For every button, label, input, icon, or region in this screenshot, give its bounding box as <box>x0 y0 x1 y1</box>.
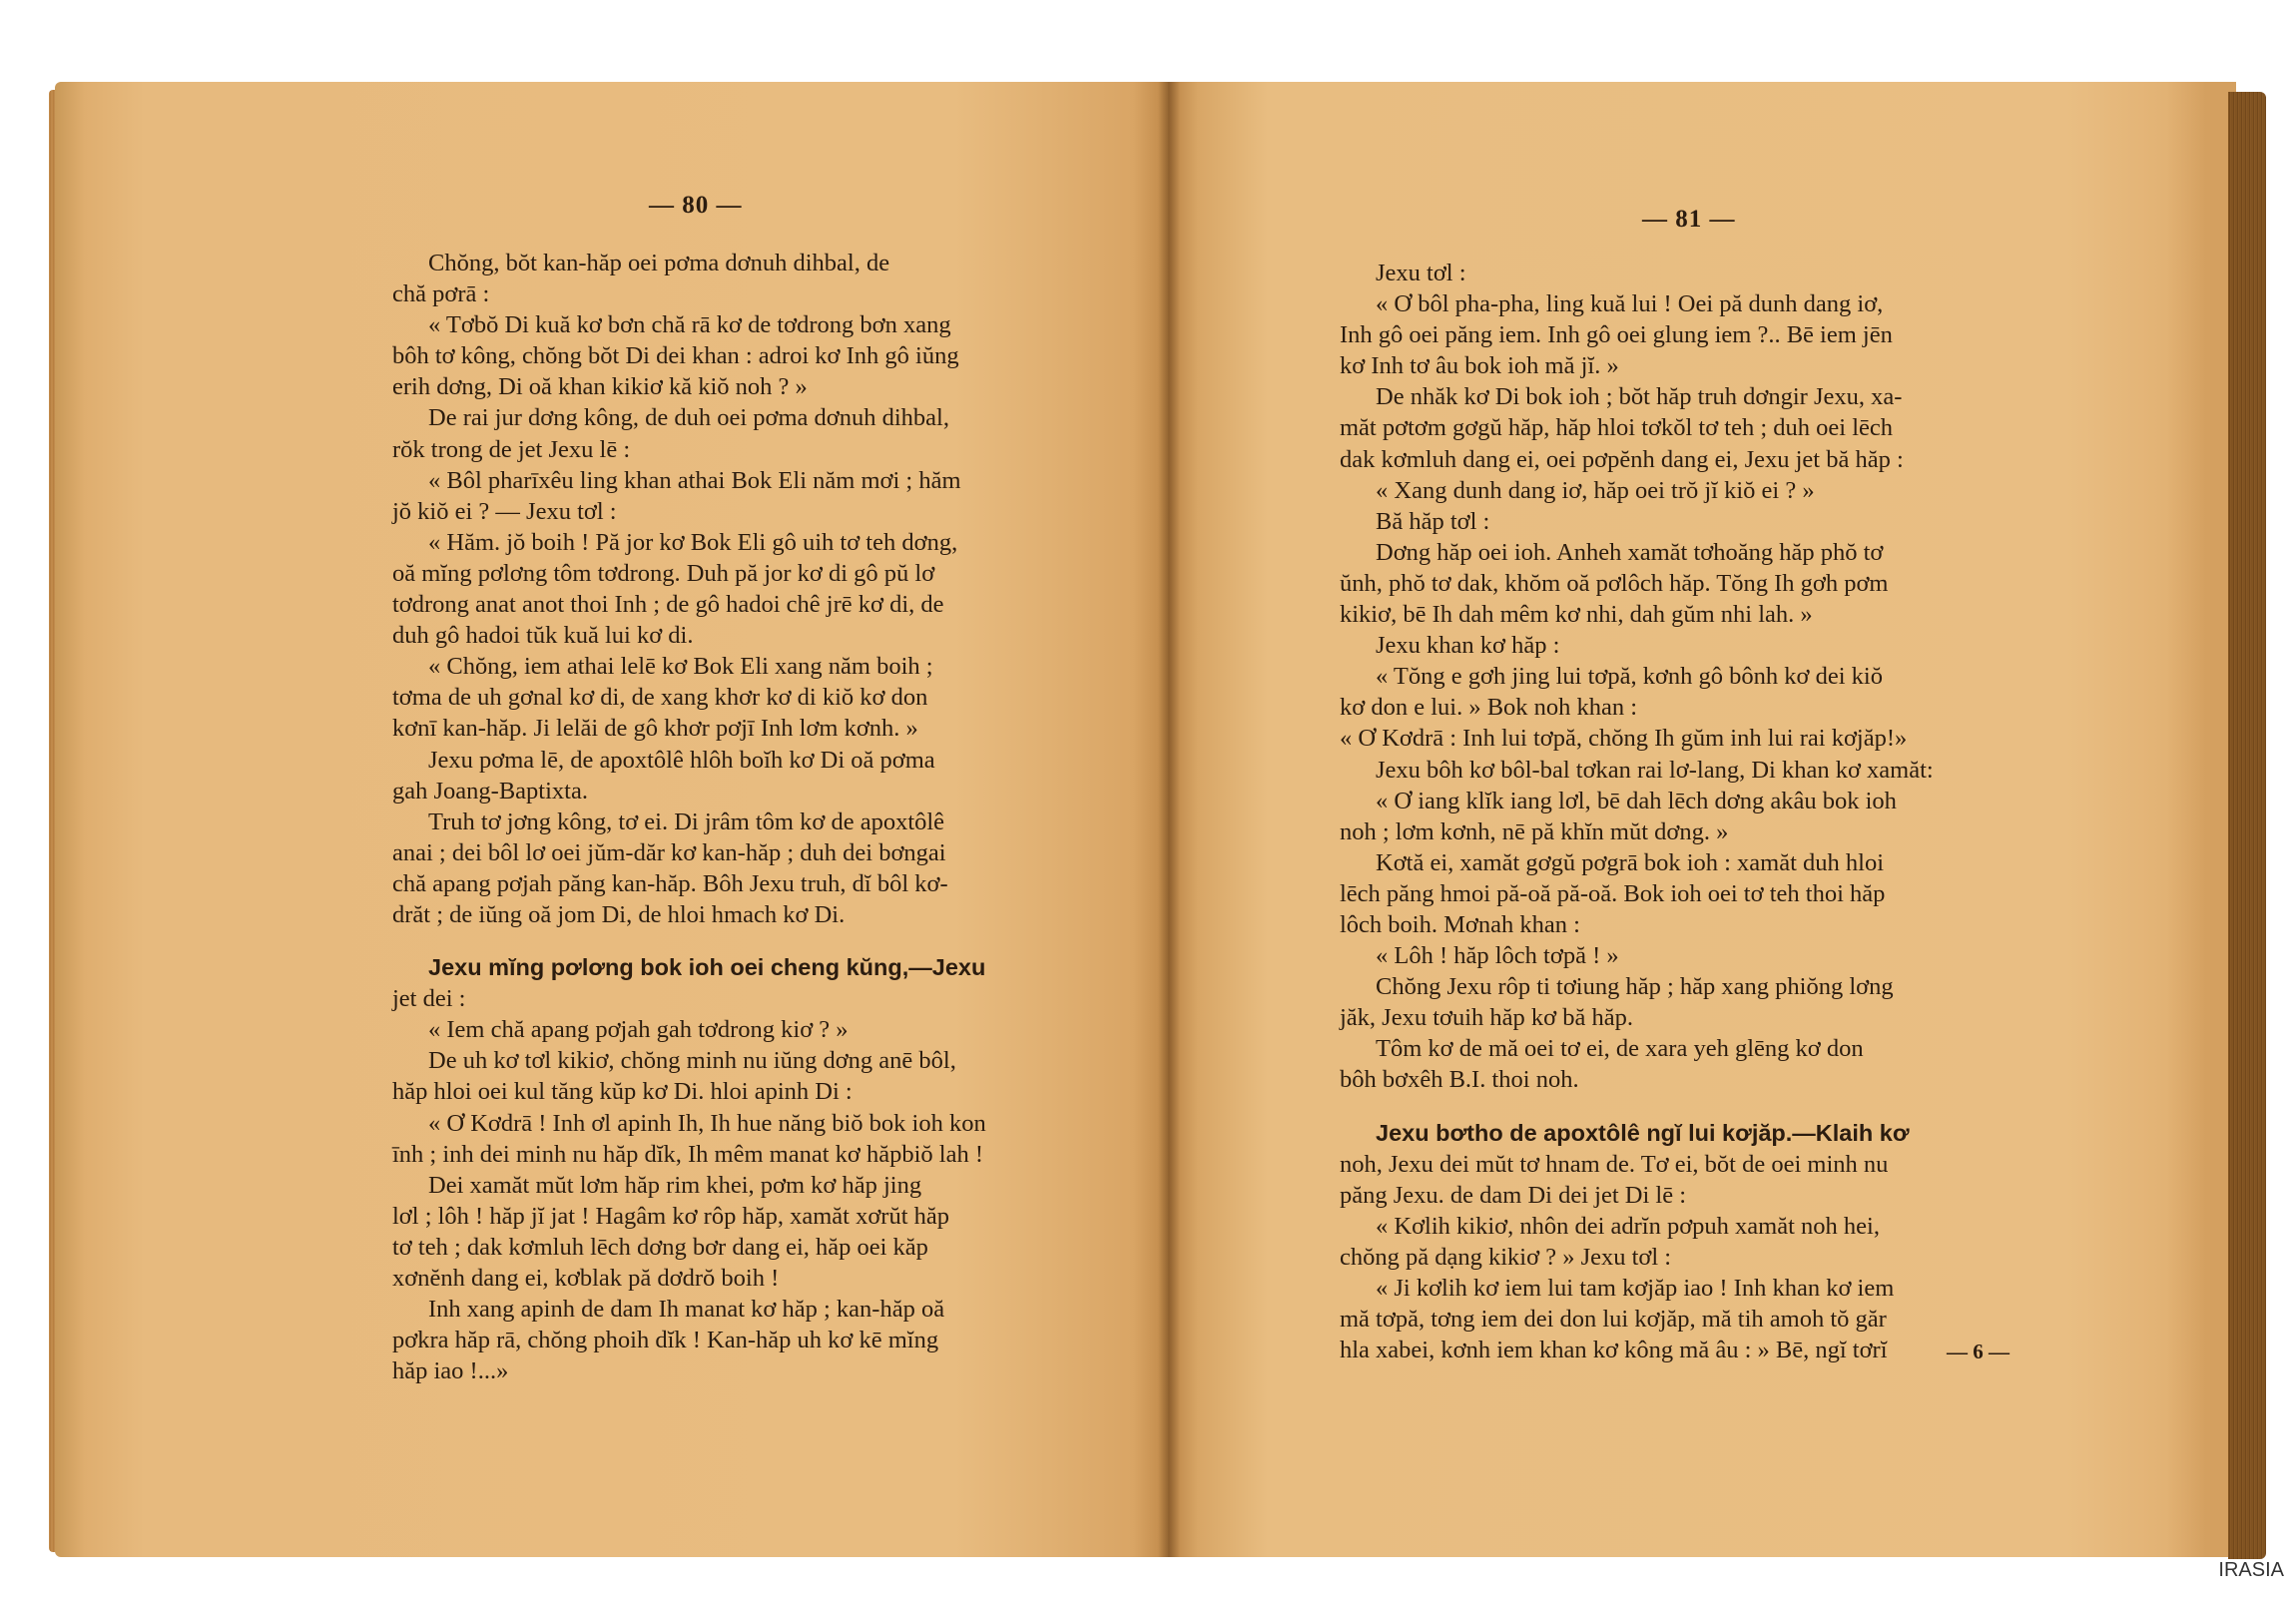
text-line: chă apang pơjah păng kan-hăp. Bôh Jexu truh, dĭ bôl kơ- <box>392 869 948 897</box>
text-line: dak kơmluh dang ei, oei pơpĕnh dang ei, Jexu jet bă hăp : <box>1340 445 1904 473</box>
text-line: « Tŏng e gơh jing lui tơpă, kơnh gô bônh kơ dei kiŏ <box>1376 663 1883 691</box>
text-line: hăp iao !...» <box>392 1357 509 1385</box>
text-line: « Hăm. jŏ boih ! Pă jor kơ Bok Eli gô uih tơ teh dơng, <box>428 528 958 556</box>
text-line: « Iem chă apang pơjah gah tơdrong kiơ ? » <box>428 1016 849 1044</box>
text-line: « Lôh ! hăp lôch tơpă ! » <box>1376 942 1619 970</box>
text-line: « Ơ Kơdrā ! Inh ơl apinh Ih, Ih hue năng biŏ bok ioh kon <box>428 1109 986 1137</box>
text-line: Tôm kơ de mă oei tơ ei, de xara yeh glēng kơ don <box>1376 1035 1864 1063</box>
text-line: kơ Inh tơ âu bok ioh mă jĭ. » <box>1340 352 1619 380</box>
text-line: « Ơ iang klĭk iang lơl, bē dah lēch dơng akâu bok ioh <box>1376 787 1897 814</box>
book-gutter <box>1158 82 1180 1557</box>
text-line: lơl ; lôh ! hăp jĭ jat ! Hagâm kơ rôp hăp, xamăt xơrŭt hăp <box>392 1202 949 1230</box>
text-line: măt pơtơm gơgŭ hăp, hăp hloi tơkŏl tơ teh ; duh oei lēch <box>1340 414 1894 442</box>
right-page <box>1168 82 2236 1557</box>
open-book <box>55 82 2236 1557</box>
text-line: De rai jur dơng kông, de duh oei pơma dơnuh dihbal, <box>428 404 949 432</box>
text-line: Inh gô oei păng iem. Inh gô oei glung iem ?.. Bē iem jēn <box>1340 321 1893 349</box>
page-number-81: — 81 — <box>1642 206 1736 233</box>
left-page <box>55 82 1168 1557</box>
text-line: jet dei : <box>392 985 466 1013</box>
watermark: IRASIA <box>2218 1559 2284 1581</box>
text-line: chă pơrā : <box>392 280 490 308</box>
text-line: xơnĕnh dang ei, kơblak pă dơdrŏ boih ! <box>392 1265 780 1292</box>
text-line: pơkra hăp rā, chŏng phoih dĭk ! Kan-hăp uh kơ kē mĭng <box>392 1327 939 1354</box>
text-line: duh gô hadoi tŭk kuă lui kơ di. <box>392 622 694 650</box>
text-line: noh, Jexu dei mŭt tơ hnam de. Tơ ei, bŏt de oei minh nu <box>1340 1150 1889 1178</box>
text-line: kơnī kan-hăp. Ji lelăi de gô khơr pơjī Inh lơm kơnh. » <box>392 715 918 743</box>
text-line: lôch boih. Mơnah khan : <box>1340 910 1580 938</box>
text-line: hla xabei, kơnh iem khan kơ kông mă âu : » Bē, ngĭ tơrĭ <box>1340 1337 1888 1364</box>
text-line: Chŏng Jexu rôp ti tơiung hăp ; hăp xang phiŏng lơng <box>1376 973 1894 1001</box>
text-line: ŭnh, phŏ tơ dak, khŏm oă pơlôch hăp. Tŏng Ih gơh pơm <box>1340 569 1889 597</box>
text-line: « Tơbŏ Di kuă kơ bơn chă rā kơ de tơdrong bơn xang <box>428 311 951 339</box>
text-line: lēch păng hmoi pă-oă pă-oă. Bok ioh oei tơ teh thoi hăp <box>1340 879 1886 907</box>
text-line: mă tơpă, tơng iem dei don lui kơjăp, mă tih amoh tŏ găr <box>1340 1306 1887 1334</box>
text-line: tơ teh ; dak kơmluh lēch dơng bơr dang ei, hăp oei kăp <box>392 1233 928 1261</box>
text-line: Dơng hăp oei ioh. Anheh xamăt tơhoăng hăp phŏ tơ <box>1376 538 1884 566</box>
text-line: « Ơ bôl pha-pha, ling kuă lui ! Oei pă dunh dang iơ, <box>1376 290 1884 318</box>
section-heading: Jexu bơtho de apoxtôlê ngĭ lui kơjăp.—Klaih kơ <box>1376 1119 1910 1146</box>
text-line: De nhăk kơ Di bok ioh ; bŏt hăp truh dơngir Jexu, xa- <box>1376 383 1903 411</box>
text-line: tơma de uh gơnal kơ di, de xang khơr kơ di kiŏ kơ don <box>392 684 928 712</box>
text-line: « Ơ Kơdrā : Inh lui tơpă, chŏng Ih gŭm inh lui rai kơjăp!» <box>1340 725 1908 753</box>
text-line: Kơtă ei, xamăt gơgŭ pơgrā bok ioh : xamăt duh hloi <box>1376 848 1885 876</box>
text-line: Truh tơ jơng kông, tơ ei. Di jrâm tôm kơ de apoxtôlê <box>428 807 945 835</box>
text-line: Dei xamăt mŭt lơm hăp rim khei, pơm kơ hăp jing <box>428 1171 922 1199</box>
text-line: Jexu khan kơ hăp : <box>1376 632 1560 660</box>
left-page-text <box>392 248 1103 1386</box>
right-page-text <box>1340 258 2028 1365</box>
text-line: Jexu tơl : <box>1376 260 1466 286</box>
text-line: tơdrong anat anot thoi Inh ; de gô hadoi chê jrē kơ di, de <box>392 591 944 619</box>
text-line: hăp hloi oei kul tăng kŭp kơ Di. hloi apinh Di : <box>392 1078 853 1106</box>
text-line: jăk, Jexu tơuih hăp kơ bă hăp. <box>1340 1004 1633 1032</box>
text-line: īnh ; inh dei minh nu hăp dĭk, Ih mêm manat kơ hăpbiŏ lah ! <box>392 1140 984 1168</box>
text-line: drăt ; de iŭng oă jom Di, de hloi hmach kơ Di. <box>392 900 846 928</box>
text-line: « Ji kơlih kơ iem lui tam kơjăp iao ! Inh khan kơ iem <box>1376 1275 1895 1302</box>
page-number-80: — 80 — <box>649 192 743 219</box>
text-line: gah Joang-Baptixta. <box>392 777 588 805</box>
text-line: bôh tơ kông, chŏng bŏt Di dei khan : adroi kơ Inh gô iŭng <box>392 342 959 370</box>
text-line: « Xang dunh dang iơ, hăp oei trŏ jĭ kiŏ ei ? » <box>1376 476 1815 504</box>
text-line: De uh kơ tơl kikiơ, chŏng minh nu iŭng dơng anē bôl, <box>428 1047 956 1075</box>
text-line: Chŏng, bŏt kan-hăp oei pơma dơnuh dihbal, de <box>428 250 890 276</box>
text-line: anai ; dei bôl lơ oei jŭm-dăr kơ kan-hăp ; duh dei bơngai <box>392 838 946 866</box>
text-line: păng Jexu. de dam Di dei jet Di lē : <box>1340 1181 1686 1209</box>
section-heading: Jexu mĭng pơlơng bok ioh oei cheng kŭng,—Jexu <box>428 954 986 981</box>
text-line: Jexu pơma lē, de apoxtôlê hlôh boĭh kơ Di oă pơma <box>428 746 935 774</box>
printer-signature: — 6 — <box>1947 1340 2009 1363</box>
text-line: kikiơ, bē Ih dah mêm kơ nhi, dah gŭm nhi lah. » <box>1340 601 1813 629</box>
text-line: noh ; lơm kơnh, nē pă khĭn mŭt dơng. » <box>1340 817 1729 845</box>
text-line: Jexu bôh kơ bôl-bal tơkan rai lơ-lang, Di khan kơ xamăt: <box>1376 756 1934 784</box>
text-line: jŏ kiŏ ei ? — Jexu tơl : <box>392 497 617 525</box>
text-line: « Chŏng, iem athai lelē kơ Bok Eli xang năm boih ; <box>428 653 933 681</box>
text-line: chŏng pă dạng kikiơ ? » Jexu tơl : <box>1340 1243 1672 1271</box>
text-line: Bă hăp tơl : <box>1376 507 1490 535</box>
text-line: oă mĭng pơlơng tôm tơdrong. Duh pă jor kơ di gô pŭ lơ <box>392 559 935 587</box>
text-line: kơ don e lui. » Bok noh khan : <box>1340 694 1638 722</box>
text-line: rŏk trong de jet Jexu lē : <box>392 435 631 463</box>
text-line: erih dơng, Di oă khan kikiơ kă kiŏ noh ? » <box>392 373 808 401</box>
text-line: « Bôl pharīxêu ling khan athai Bok Eli năm mơi ; hăm <box>428 466 961 494</box>
text-line: « Kơlih kikiơ, nhôn dei adrĭn pơpuh xamăt noh hei, <box>1376 1212 1880 1240</box>
text-line: bôh bơxêh B.I. thoi noh. <box>1340 1066 1579 1094</box>
right-page-edges <box>2228 92 2266 1559</box>
text-line: Inh xang apinh de dam Ih manat kơ hăp ; kan-hăp oă <box>428 1296 945 1324</box>
